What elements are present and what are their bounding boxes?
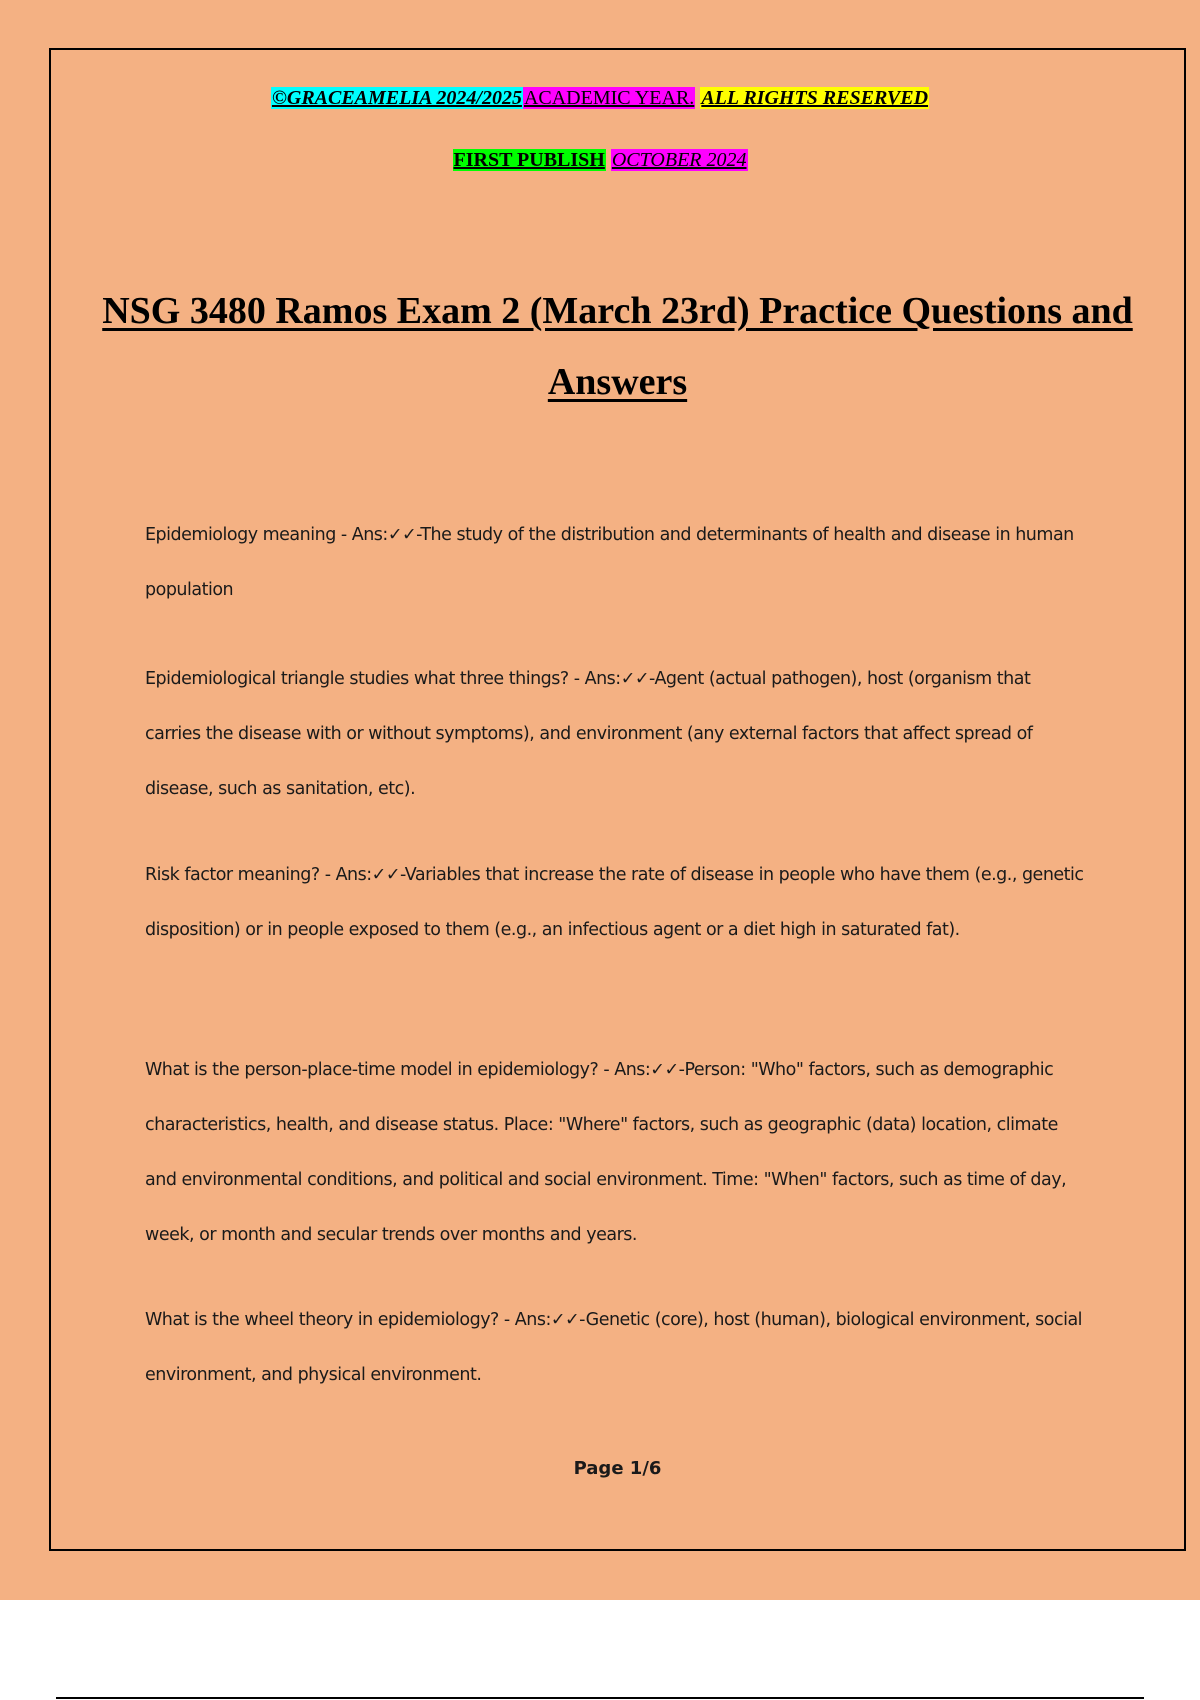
qa-item-person-place-time: What is the person-place-time model in epidemiology? - Ans:✓✓-Person: "Who" factors, such as demographic characteristics, health, and disease status. Place: "Where" factors, such as geographic (data) location, climate and environmental conditions, and political and social environment. Time: "When" factors, such as time of day, week, or month and secular trends over months and years.	[145, 1060, 1067, 1245]
bottom-divider	[56, 1697, 1144, 1699]
document-title: NSG 3480 Ramos Exam 2 (March 23rd) Practice Questions and Answers	[102, 290, 1133, 403]
qa-item-epidemiology-meaning: Epidemiology meaning - Ans:✓✓-The study of the distribution and determinants of health and disease in human population	[145, 525, 1074, 600]
publish-date-text: OCTOBER 2024	[611, 149, 747, 171]
page-number: Page 1/6	[573, 1458, 662, 1479]
qa-item-risk-factor: Risk factor meaning? - Ans:✓✓-Variables that increase the rate of disease in people who have them (e.g., genetic disposition) or in people exposed to them (e.g., an infectious agent or a diet high in saturated fat).	[145, 865, 1084, 940]
academic-year-text: ACADEMIC YEAR.	[523, 87, 695, 109]
publish-line	[0, 148, 1200, 172]
first-publish-text: FIRST PUBLISH	[453, 149, 605, 171]
rights-reserved-text: ALL RIGHTS RESERVED	[701, 87, 929, 109]
qa-item-epidemiological-triangle: Epidemiological triangle studies what three things? - Ans:✓✓-Agent (actual pathogen), host (organism that carries the disease with or without symptoms), and environment (any external factors that affect spread of disease, such as sanitation, etc).	[145, 669, 1033, 799]
copyright-text: ©GRACEAMELIA 2024/2025	[271, 87, 522, 109]
qa-item-wheel-theory: What is the wheel theory in epidemiology? - Ans:✓✓-Genetic (core), host (human), biological environment, social environment, and physical environment.	[145, 1310, 1083, 1385]
copyright-line	[0, 86, 1200, 110]
